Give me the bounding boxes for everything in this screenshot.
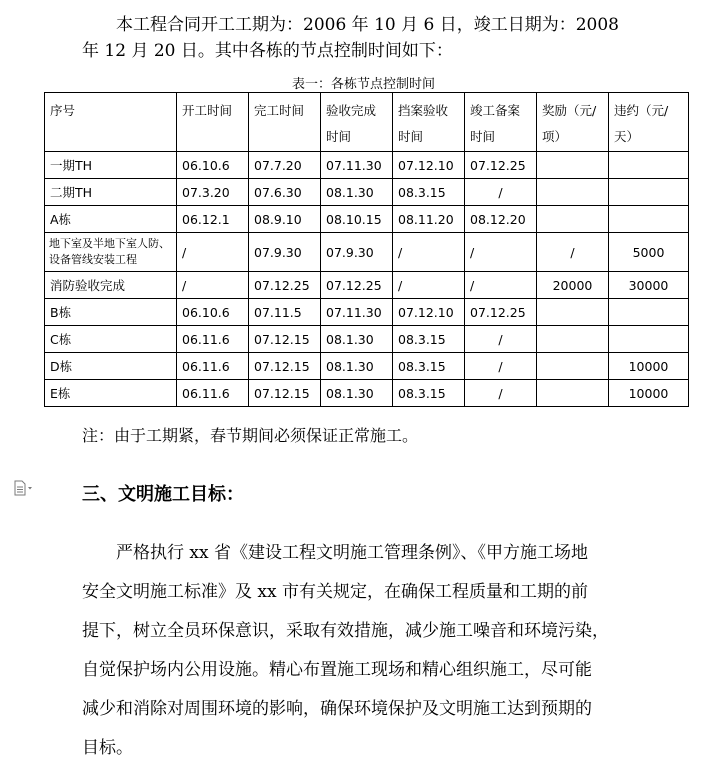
table-cell: 08.1.30 xyxy=(321,353,393,380)
table-cell: 08.11.20 xyxy=(393,206,465,233)
paragraph-line: 严格执行 xx 省《建设工程文明施工管理条例》、《甲方施工场地 xyxy=(116,543,588,563)
table-cell xyxy=(609,206,689,233)
col-header: 开工时间 xyxy=(177,93,249,152)
table-cell: 08.3.15 xyxy=(393,380,465,407)
table-cell: 10000 xyxy=(609,353,689,380)
table-cell xyxy=(537,206,609,233)
table-cell: 10000 xyxy=(609,380,689,407)
table-caption: 表一：各栋节点控制时间 xyxy=(291,77,435,92)
table-cell: 07.12.10 xyxy=(393,299,465,326)
col-header: 验收完成时间 xyxy=(321,93,393,152)
section-heading: 三、文明施工目标： xyxy=(82,484,244,505)
table-cell: 08.1.30 xyxy=(321,179,393,206)
table-cell: 08.10.15 xyxy=(321,206,393,233)
section-paragraph xyxy=(82,534,642,768)
document-icon[interactable] xyxy=(13,480,33,496)
table-cell: / xyxy=(393,272,465,299)
table-cell: 30000 xyxy=(609,272,689,299)
table-cell: 07.7.20 xyxy=(249,152,321,179)
table-cell xyxy=(609,299,689,326)
table-cell: 08.9.10 xyxy=(249,206,321,233)
table-cell: 07.9.30 xyxy=(249,233,321,272)
table-row xyxy=(45,152,689,179)
table-cell: 06.10.6 xyxy=(177,299,249,326)
table-cell: 08.3.15 xyxy=(393,353,465,380)
paragraph-line: 减少和消除对周围环境的影响，确保环境保护及文明施工达到预期的 xyxy=(82,699,592,719)
table-note: 注：由于工期紧，春节期间必须保证正常施工。 xyxy=(82,426,419,445)
table-cell xyxy=(537,152,609,179)
table-cell xyxy=(537,326,609,353)
table-cell: 一期TH xyxy=(45,152,177,179)
table-row xyxy=(45,206,689,233)
table-row xyxy=(45,326,689,353)
table-cell: 20000 xyxy=(537,272,609,299)
table-cell: 07.12.25 xyxy=(465,152,537,179)
table-cell: / xyxy=(177,272,249,299)
table-cell: / xyxy=(465,272,537,299)
table-cell: 07.3.20 xyxy=(177,179,249,206)
table-cell: 08.12.20 xyxy=(465,206,537,233)
paragraph-line: 目标。 xyxy=(82,738,133,758)
table-row xyxy=(45,299,689,326)
table-cell: E栋 xyxy=(45,380,177,407)
table-row xyxy=(45,272,689,299)
schedule-table xyxy=(44,92,689,407)
table-cell: 07.12.25 xyxy=(249,272,321,299)
table-cell: C栋 xyxy=(45,326,177,353)
table-cell xyxy=(609,326,689,353)
table-cell xyxy=(537,380,609,407)
table-cell: / xyxy=(465,353,537,380)
table-cell: A栋 xyxy=(45,206,177,233)
table-row xyxy=(45,233,689,272)
col-header: 序号 xyxy=(45,93,177,152)
table-cell: / xyxy=(537,233,609,272)
table-cell: / xyxy=(465,380,537,407)
table-row xyxy=(45,179,689,206)
table-header-row xyxy=(45,93,689,152)
table-cell xyxy=(537,299,609,326)
col-header: 奖励（元/项） xyxy=(537,93,609,152)
table-cell: 07.12.10 xyxy=(393,152,465,179)
table-cell: 06.12.1 xyxy=(177,206,249,233)
table-cell: 07.11.30 xyxy=(321,299,393,326)
table-cell: 07.12.15 xyxy=(249,380,321,407)
table-cell: 07.12.25 xyxy=(465,299,537,326)
col-header: 完工时间 xyxy=(249,93,321,152)
paragraph-line: 提下，树立全员环保意识，采取有效措施，减少施工噪音和环境污染， xyxy=(82,621,609,641)
intro-paragraph xyxy=(82,12,682,64)
col-header: 竣工备案时间 xyxy=(465,93,537,152)
table-cell: 地下室及半地下室人防、设备管线安装工程 xyxy=(45,233,177,272)
col-header: 违约（元/天） xyxy=(609,93,689,152)
table-cell: 07.11.5 xyxy=(249,299,321,326)
col-header: 挡案验收时间 xyxy=(393,93,465,152)
table-cell: 5000 xyxy=(609,233,689,272)
table-cell: 07.12.15 xyxy=(249,353,321,380)
table-cell: 07.11.30 xyxy=(321,152,393,179)
table-row xyxy=(45,353,689,380)
table-cell xyxy=(537,179,609,206)
table-cell: / xyxy=(465,326,537,353)
table-cell: 06.11.6 xyxy=(177,326,249,353)
intro-line-1: 本工程合同开工工期为：2006 年 10 月 6 日，竣工日期为：2008 xyxy=(116,15,619,35)
table-cell: 08.3.15 xyxy=(393,326,465,353)
intro-line-2: 年 12 月 20 日。其中各栋的节点控制时间如下： xyxy=(82,41,453,61)
paragraph-line: 自觉保护场内公用设施。精心布置施工现场和精心组织施工，尽可能 xyxy=(82,660,592,680)
table-cell: / xyxy=(393,233,465,272)
paragraph-line: 安全文明施工标准》及 xx 市有关规定，在确保工程质量和工期的前 xyxy=(82,582,588,602)
table-cell: 消防验收完成 xyxy=(45,272,177,299)
table-cell: 二期TH xyxy=(45,179,177,206)
table-cell: / xyxy=(177,233,249,272)
table-cell xyxy=(537,353,609,380)
table-cell: B栋 xyxy=(45,299,177,326)
table-cell: 06.11.6 xyxy=(177,380,249,407)
table-cell: 08.1.30 xyxy=(321,326,393,353)
table-cell: 07.6.30 xyxy=(249,179,321,206)
table-cell: 08.3.15 xyxy=(393,179,465,206)
table-row xyxy=(45,380,689,407)
table-cell xyxy=(609,152,689,179)
table-cell: / xyxy=(465,179,537,206)
table-cell: D栋 xyxy=(45,353,177,380)
table-cell: 07.12.25 xyxy=(321,272,393,299)
table-cell: 08.1.30 xyxy=(321,380,393,407)
table-cell: 07.9.30 xyxy=(321,233,393,272)
table-cell: 07.12.15 xyxy=(249,326,321,353)
table-cell: / xyxy=(465,233,537,272)
table-cell: 06.10.6 xyxy=(177,152,249,179)
table-cell: 06.11.6 xyxy=(177,353,249,380)
table-cell xyxy=(609,179,689,206)
